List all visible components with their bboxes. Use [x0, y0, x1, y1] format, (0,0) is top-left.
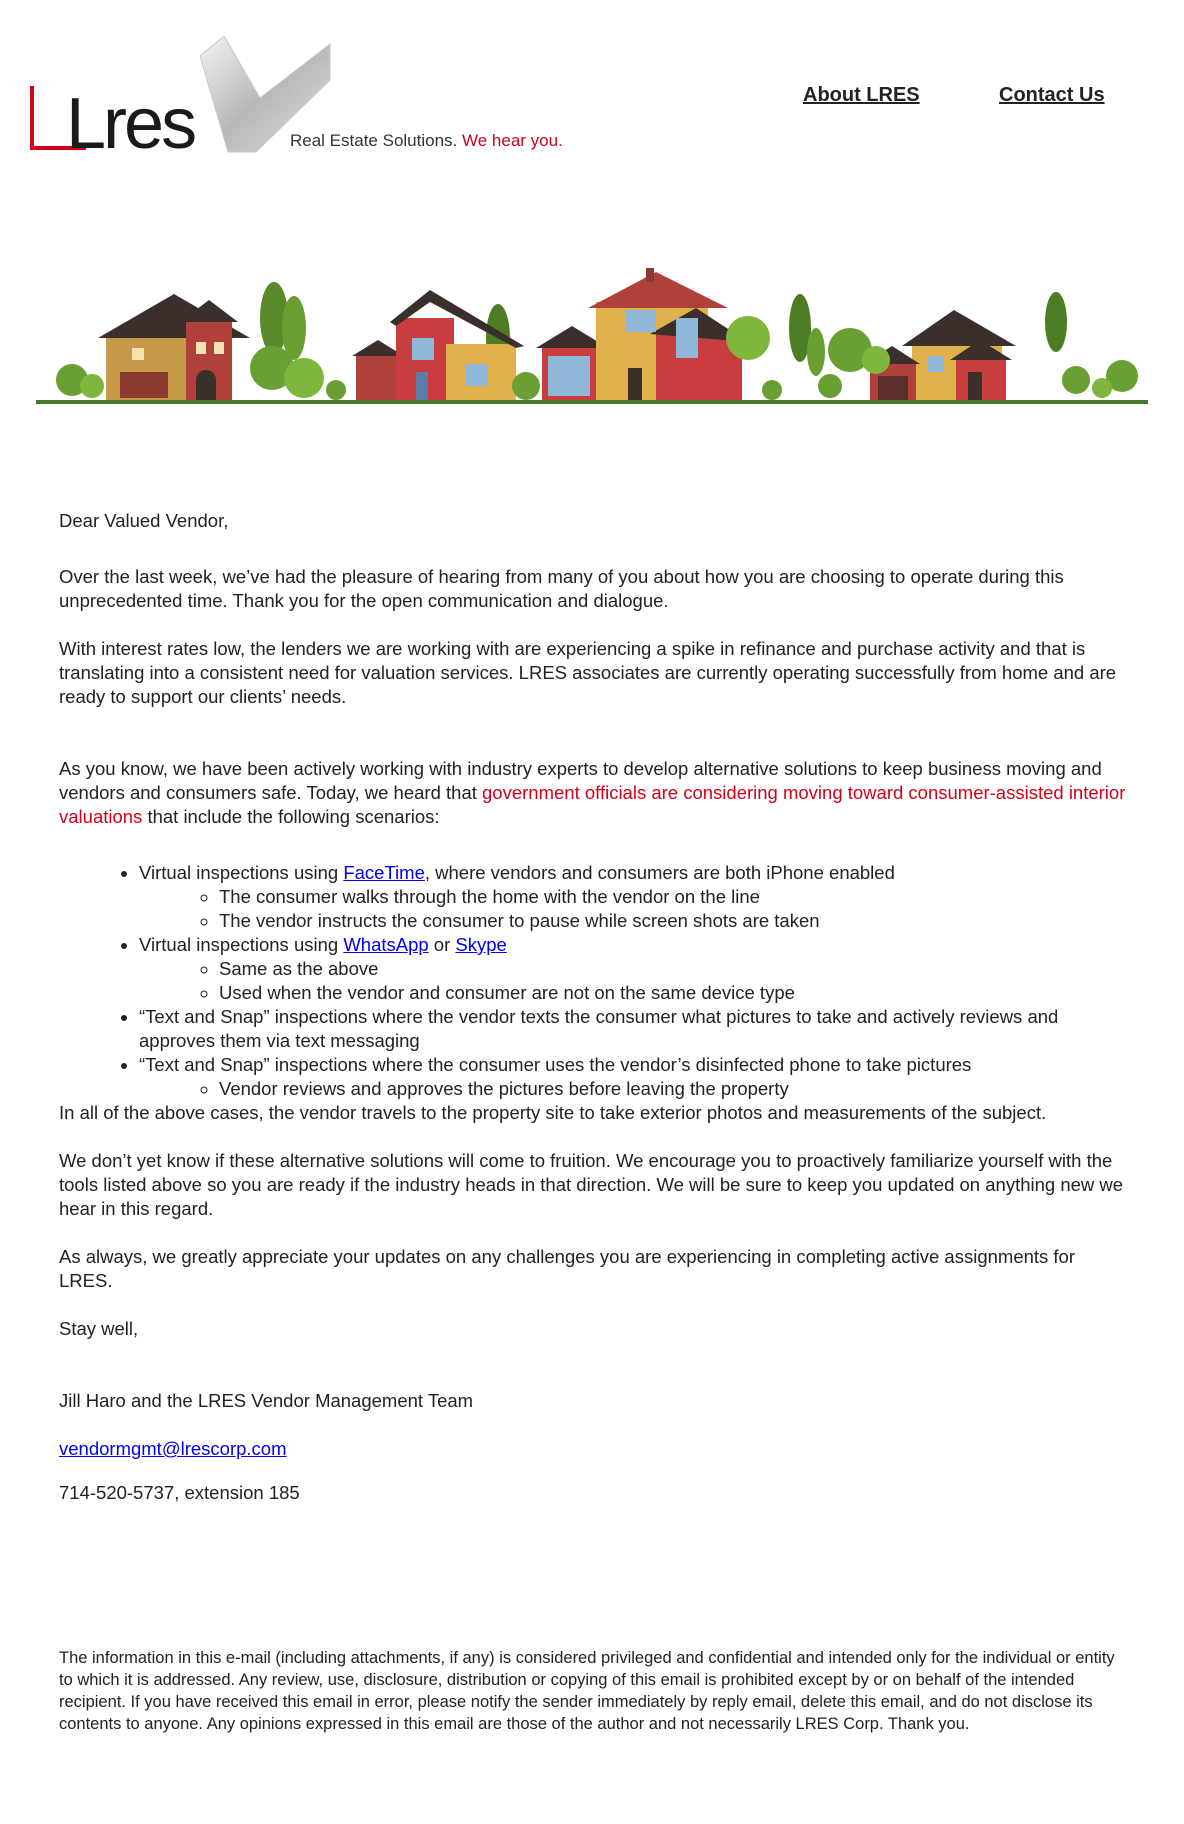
list-item: • Virtual inspections using FaceTime, where vendors and consumers are both iPhone enabled ◦ The consumer walks through the home with the vendor on the line ◦ The vendor instructs the consumer to pause while screen shots are taken — [139, 861, 1129, 933]
scenario-list — [59, 861, 1129, 1101]
paragraph-5: We don’t yet know if these alternative solutions will come to fruition. We encourage you to proactively familiarize yourself with the tools listed above so you are ready if the industry heads in that direction. We will be sure to keep you updated on anything new we hear in this regard. — [59, 1150, 1124, 1219]
paragraph-3: As you know, we have been actively working with industry experts to develop alternative solutions to keep business moving and vendors and consumers safe. Today, we heard that government officials are considering moving toward consumer-assisted interior valuations that include the following scenarios: — [59, 758, 1126, 827]
lres-logo[interactable] — [28, 36, 638, 166]
list-item: ◦ The vendor instructs the consumer to pause while screen shots are taken — [219, 909, 1129, 933]
houses-illustration-icon — [36, 268, 1148, 408]
list-item: ◦ Same as the above — [219, 957, 1129, 981]
list-item: • “Text and Snap” inspections where the vendor texts the consumer what pictures to take and actively reviews and approves them via text messaging — [139, 1005, 1129, 1053]
logo-tagline-red: We hear you. — [462, 131, 563, 150]
list-item: ◦ The consumer walks through the home with the vendor on the line — [219, 885, 1129, 909]
list-item: • “Text and Snap” inspections where the consumer uses the vendor’s disinfected phone to take pictures ◦ Vendor reviews and approves the pictures before leaving the property — [139, 1053, 1129, 1101]
closing: Stay well, — [59, 1318, 139, 1339]
signature: Jill Haro and the LRES Vendor Management Team — [59, 1390, 474, 1411]
greeting: Dear Valued Vendor, — [59, 510, 229, 531]
email-link[interactable]: vendormgmt@lrescorp.com — [59, 1438, 287, 1459]
svg-text:Real Estate Solutions. W — [290, 131, 563, 150]
list-item: ◦ Vendor reviews and approves the pictures before leaving the property — [219, 1077, 1129, 1101]
logo-wordmark: Lres — [66, 84, 195, 164]
paragraph-6: As always, we greatly appreciate your updates on any challenges you are experiencing in completing active assignments for LRES. — [59, 1246, 1076, 1291]
house-1-icon — [98, 294, 250, 400]
phone-number: 714-520-5737, extension 185 — [59, 1482, 300, 1503]
list-item: ◦ Used when the vendor and consumer are not on the same device type — [219, 981, 1129, 1005]
disclaimer: The information in this e-mail (including attachments, if any) is considered privileged and confidential and intended only for the individual or entity to which it is addressed. Any review, use, disclosure, distribution or copying of this email is prohibited except by or on behalf of the intended recipient. If you have received this email in error, please notify the sender immediately by reply email, delete this email, and do not disclose its contents to anyone. Any opinions expressed in this email are those of the author and not necessarily LRES Corp. Thank you. — [59, 1648, 1115, 1733]
paragraph-2: With interest rates low, the lenders we are working with are experiencing a spike in refinance and purchase activity and that is translating into a consistent need for valuation services. LRES associates are currently operating successfully from home and are ready to support our clients’ needs. — [59, 638, 1117, 707]
email-header — [0, 0, 1184, 200]
skype-link[interactable]: Skype — [455, 934, 507, 955]
nav-contact-us[interactable]: Contact Us — [999, 84, 1105, 106]
nav-about-lres[interactable]: About LRES — [803, 84, 920, 106]
house-3-icon — [536, 268, 748, 400]
highlighted-text: government officials are considering moving toward consumer-assisted interior valuations — [59, 782, 1126, 827]
letter-body — [59, 509, 1129, 1505]
facetime-link[interactable]: FaceTime — [343, 862, 425, 883]
ground-line — [36, 400, 1148, 404]
logo-tagline: Real Estate Solutions. — [290, 131, 458, 150]
list-item: • Virtual inspections using WhatsApp or Skype ◦ Same as the above ◦ Used when the vendor and consumer are not on the same device type — [139, 933, 1129, 1005]
whatsapp-link[interactable]: WhatsApp — [343, 934, 429, 955]
paragraph-4: In all of the above cases, the vendor travels to the property site to take exterior photos and measurements of the subject. — [59, 1102, 1047, 1123]
paragraph-1: Over the last week, we’ve had the pleasure of hearing from many of you about how you are choosing to operate during this unprecedented time. Thank you for the open communication and dialogue. — [59, 566, 1064, 611]
